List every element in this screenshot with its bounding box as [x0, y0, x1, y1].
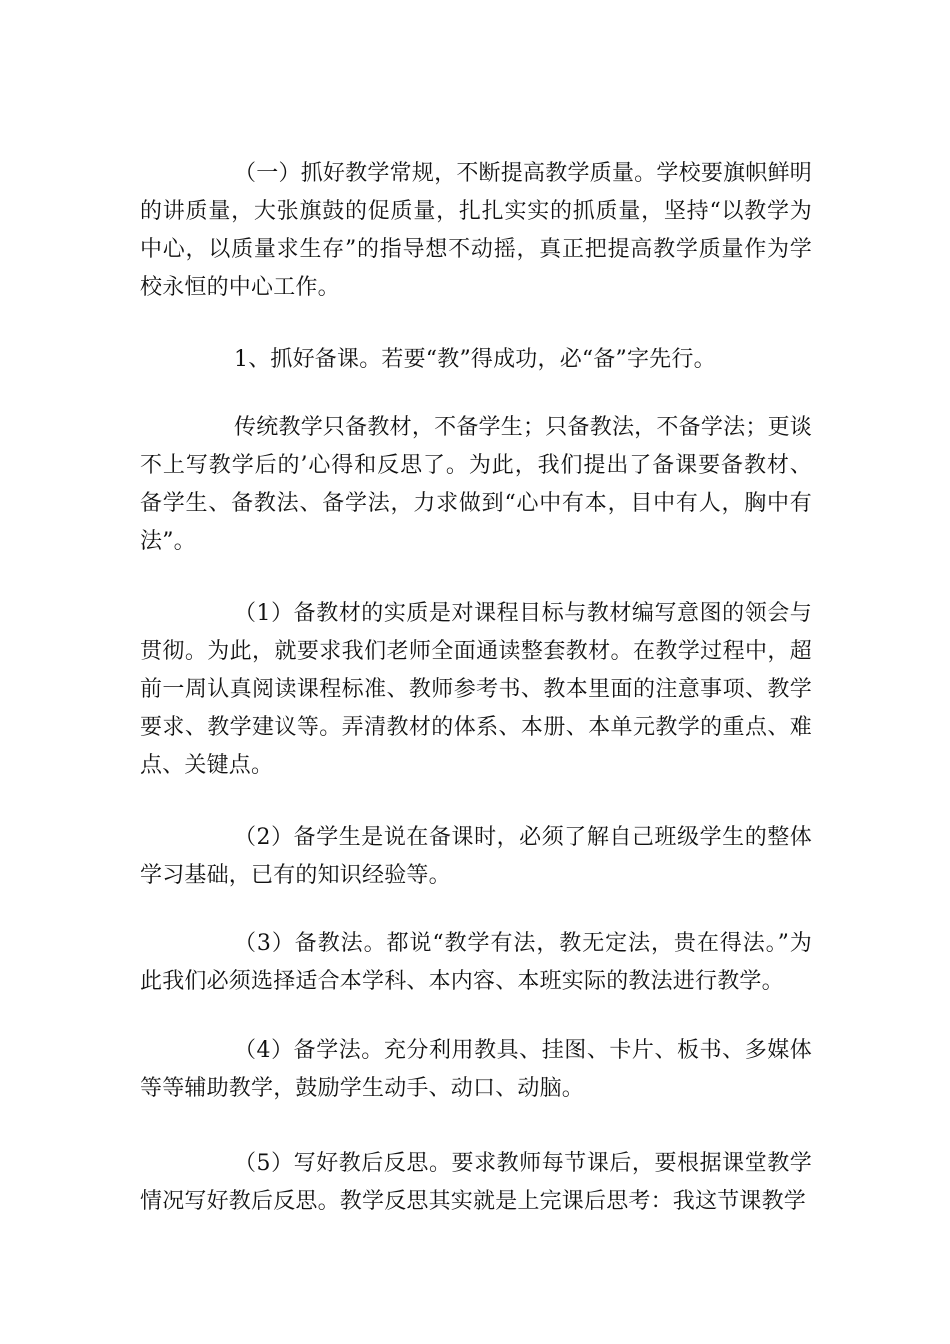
paragraph-prepare-students	[140, 819, 812, 895]
paragraph-prepare-materials	[140, 595, 812, 785]
paragraph-prepare-methods	[140, 925, 812, 1001]
paragraph-text: （1）备教材的实质是对课程目标与教材编写意图的领会与贯彻。为此，就要求我们老师全面通读整套教材。在教学过程中，超前一周认真阅读课程标准、教师参考书、教本里面的注意事项、教学要求、教学建议等。弄清教材的体系、本册、本单元教学的重点、难点、关键点。	[140, 601, 812, 778]
paragraph-teaching-routine	[140, 155, 812, 307]
paragraph-traditional-teaching	[140, 409, 812, 561]
paragraph-text: （3）备教法。都说“教学有法，教无定法，贵在得法。”为此我们必须选择适合本学科、本内容、本班实际的教法进行教学。	[140, 931, 812, 994]
paragraph-text: 传统教学只备教材，不备学生；只备教法，不备学法；更谈不上写教学后的’心得和反思了。为此，我们提出了备课要备教材、备学生、备教法、备学法，力求做到“心中有本，目中有人，胸中有法”。	[140, 415, 812, 554]
paragraph-text: （4）备学法。充分利用教具、挂图、卡片、板书、多媒体等等辅助教学，鼓励学生动手、动口、动脑。	[140, 1038, 812, 1101]
paragraph-text: （5）写好教后反思。要求教师每节课后，要根据课堂教学情况写好教后反思。教学反思其实就是上完课后思考：我这节课教学	[140, 1151, 812, 1214]
paragraph-prepare-learning	[140, 1032, 812, 1108]
paragraph-text: （2）备学生是说在备课时，必须了解自己班级学生的整体学习基础，已有的知识经验等。	[140, 825, 812, 888]
paragraph-reflection	[140, 1145, 812, 1221]
paragraph-text: 1、抓好备课。若要“教”得成功，必“备”字先行。	[234, 347, 716, 372]
paragraph-lesson-prep	[140, 341, 812, 379]
paragraph-text: （一）抓好教学常规，不断提高教学质量。学校要旗帜鲜明的讲质量，大张旗鼓的促质量，扎扎实实的抓质量，坚持“以教学为中心，以质量求生存”的指导想不动摇，真正把提高教学质量作为学校永恒的中心工作。	[140, 161, 812, 300]
